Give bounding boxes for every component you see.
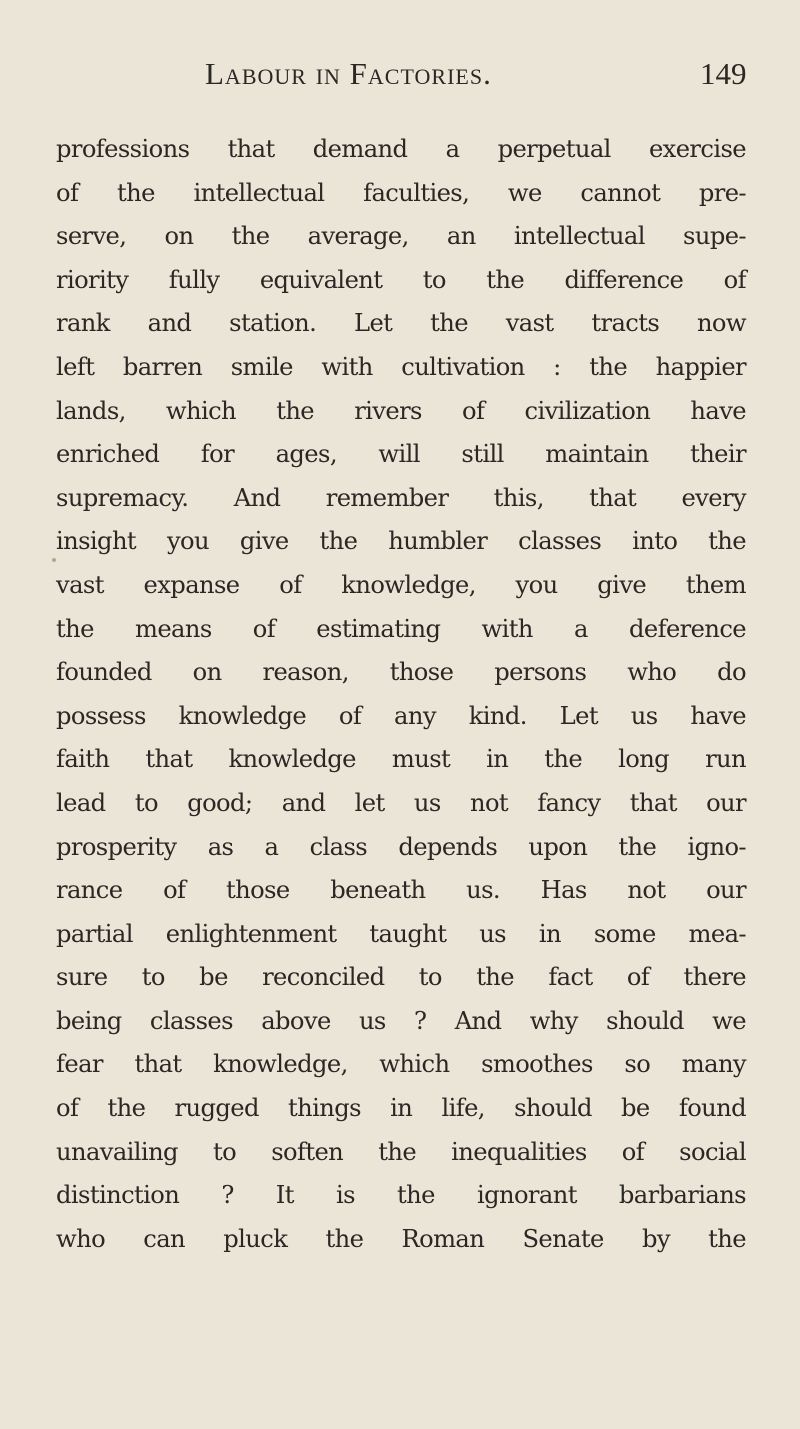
text-line: unavailing to soften the inequalities of social	[56, 1137, 746, 1166]
text-line: vast expanse of knowledge, you give them	[56, 570, 746, 599]
text-line: rank and station. Let the vast tracts now	[56, 309, 746, 338]
running-head	[0, 54, 800, 94]
paper-speck	[52, 558, 56, 562]
text-line: sure to be reconciled to the fact of there	[56, 963, 746, 992]
text-line: rance of those beneath us. Has not our	[56, 876, 746, 905]
text-line: prosperity as a class depends upon the igno-	[56, 832, 746, 861]
running-title: Labour in Factories.	[205, 56, 492, 91]
text-line: left barren smile with cultivation : the happier	[56, 352, 746, 381]
text-line: professions that demand a perpetual exercise	[56, 135, 746, 163]
text-line: the means of estimating with a deference	[56, 614, 746, 643]
text-line: founded on reason, those persons who do	[56, 658, 746, 687]
text-line: of the rugged things in life, should be found	[56, 1094, 746, 1123]
body-text	[56, 128, 746, 1261]
page-number: 149	[700, 56, 747, 91]
text-line: fear that knowledge, which smoothes so many	[56, 1050, 746, 1079]
text-line: lead to good; and let us not fancy that our	[56, 788, 746, 817]
text-line: riority fully equivalent to the difference of	[56, 265, 746, 294]
text-line: who can pluck the Roman Senate by the	[56, 1224, 746, 1253]
text-line: of the intellectual faculties, we cannot pre-	[56, 178, 746, 207]
text-line: insight you give the humbler classes into the	[56, 527, 746, 556]
text-line: lands, which the rivers of civilization have	[56, 396, 746, 425]
text-line: possess knowledge of any kind. Let us have	[56, 701, 746, 730]
text-line: faith that knowledge must in the long run	[56, 745, 746, 774]
text-line: partial enlightenment taught us in some mea-	[56, 919, 746, 948]
text-line: being classes above us ? And why should we	[56, 1006, 746, 1035]
text-line: enriched for ages, will still maintain their	[56, 440, 746, 469]
text-line: supremacy. And remember this, that every	[56, 483, 746, 512]
text-line: serve, on the average, an intellectual supe-	[56, 222, 746, 251]
text-line: distinction ? It is the ignorant barbarians	[56, 1181, 746, 1210]
